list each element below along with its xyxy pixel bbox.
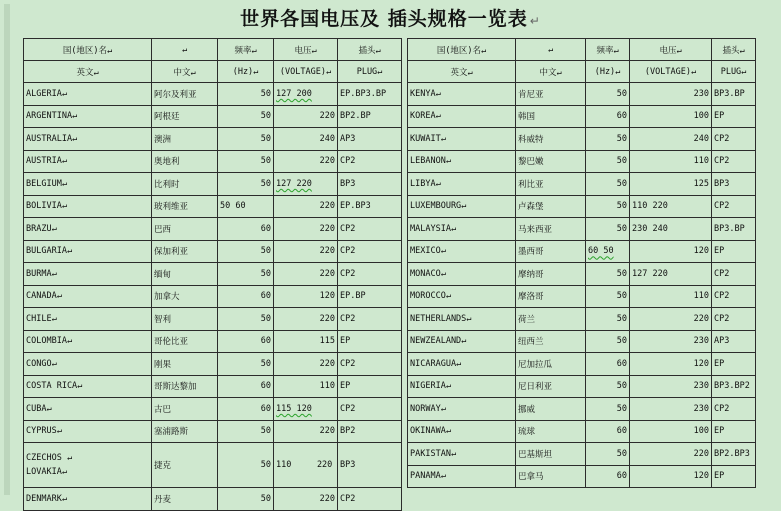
header-cell: (Hz)↵ — [218, 61, 274, 83]
country-en: MALAYSIA↵ — [408, 218, 516, 241]
table-row — [408, 420, 756, 443]
plug-type: CP2 — [338, 308, 402, 331]
plug-type: EP — [712, 353, 756, 376]
table-row — [24, 218, 402, 241]
country-en: NORWAY↵ — [408, 398, 516, 421]
country-cn: 利比亚 — [516, 173, 586, 196]
country-cn: 纽西兰 — [516, 330, 586, 353]
voltage: 100 — [630, 105, 712, 128]
plug-type: CP2 — [712, 128, 756, 151]
frequency: 60 — [218, 218, 274, 241]
voltage: 220 — [630, 308, 712, 331]
plug-type: BP3 — [338, 173, 402, 196]
plug-type: EP — [712, 240, 756, 263]
country-cn: 卢森堡 — [516, 195, 586, 218]
voltage: 100 — [630, 420, 712, 443]
frequency: 60 — [586, 465, 630, 488]
plug-type: CP2 — [338, 263, 402, 286]
plug-type: CP2 — [712, 308, 756, 331]
frequency: 50 — [218, 263, 274, 286]
country-en: NEWZEALAND↵ — [408, 330, 516, 353]
country-en: CYPRUS↵ — [24, 420, 152, 443]
frequency: 50 — [586, 375, 630, 398]
plug-type: CP2 — [712, 150, 756, 173]
table-row — [24, 398, 402, 421]
country-cn: 刚果 — [152, 353, 218, 376]
country-en: ARGENTINA↵ — [24, 105, 152, 128]
plug-type: BP3.BP — [712, 83, 756, 106]
table-row — [24, 83, 402, 106]
country-en: CHILE↵ — [24, 308, 152, 331]
table-row — [408, 465, 756, 488]
table-row — [24, 375, 402, 398]
frequency: 60 — [586, 353, 630, 376]
frequency: 50 — [218, 353, 274, 376]
table-row — [24, 128, 402, 151]
country-cn: 肯尼亚 — [516, 83, 586, 106]
country-en: BURMA↵ — [24, 263, 152, 286]
frequency: 50 — [586, 83, 630, 106]
voltage: 220 — [274, 150, 338, 173]
voltage: 230 — [630, 330, 712, 353]
plug-type: AP3 — [338, 128, 402, 151]
country-cn: 玻利维亚 — [152, 195, 218, 218]
frequency: 50 — [218, 443, 274, 488]
header-cell: 英文↵ — [408, 61, 516, 83]
header-cell: 英文↵ — [24, 61, 152, 83]
table-row — [24, 308, 402, 331]
frequency: 50 — [218, 240, 274, 263]
table-row — [24, 285, 402, 308]
country-cn: 巴西 — [152, 218, 218, 241]
country-en: NIGERIA↵ — [408, 375, 516, 398]
header-cell: 国(地区)名↵ — [24, 39, 152, 61]
table-row — [24, 105, 402, 128]
table-row — [408, 195, 756, 218]
country-cn: 尼加拉瓜 — [516, 353, 586, 376]
frequency: 50 — [218, 420, 274, 443]
frequency: 50 60 — [218, 195, 274, 218]
country-cn: 琉球 — [516, 420, 586, 443]
voltage: 220 — [274, 263, 338, 286]
voltage: 230 — [630, 375, 712, 398]
header-cell: 中文↵ — [516, 61, 586, 83]
header-cell: PLUG↵ — [338, 61, 402, 83]
header-row — [24, 61, 402, 83]
table-row — [24, 195, 402, 218]
table-row — [408, 240, 756, 263]
country-en: COLOMBIA↵ — [24, 330, 152, 353]
country-en: AUSTRALIA↵ — [24, 128, 152, 151]
plug-type: CP2 — [338, 240, 402, 263]
country-en: OKINAWA↵ — [408, 420, 516, 443]
table-row — [408, 218, 756, 241]
plug-type: BP3.BP2 — [712, 375, 756, 398]
plug-type: BP3.BP — [712, 218, 756, 241]
voltage: 220 — [274, 195, 338, 218]
frequency: 50 — [586, 128, 630, 151]
voltage: 220 — [630, 443, 712, 466]
country-cn: 保加利亚 — [152, 240, 218, 263]
voltage-table-right — [407, 38, 756, 488]
country-en: NICARAGUA↵ — [408, 353, 516, 376]
plug-type: CP2 — [338, 398, 402, 421]
page-edge-left — [4, 4, 10, 495]
plug-type: EP — [712, 465, 756, 488]
country-cn: 丹麦 — [152, 488, 218, 511]
table-row — [408, 105, 756, 128]
plug-type: CP2 — [338, 150, 402, 173]
header-cell: 插头↵ — [338, 39, 402, 61]
frequency: 50 — [586, 150, 630, 173]
country-cn: 古巴 — [152, 398, 218, 421]
plug-type: CP2 — [712, 398, 756, 421]
country-cn: 墨西哥 — [516, 240, 586, 263]
plug-type: CP2 — [338, 488, 402, 511]
voltage: 110 220 — [630, 195, 712, 218]
voltage: 125 — [630, 173, 712, 196]
header-cell: 电压↵ — [630, 39, 712, 61]
voltage: 230 — [630, 83, 712, 106]
country-cn: 比利时 — [152, 173, 218, 196]
plug-type: CP2 — [338, 218, 402, 241]
plug-type: CP2 — [338, 353, 402, 376]
country-cn: 阿根廷 — [152, 105, 218, 128]
voltage: 220 — [274, 218, 338, 241]
frequency: 60 — [218, 398, 274, 421]
country-en: CONGO↵ — [24, 353, 152, 376]
voltage: 230 — [630, 398, 712, 421]
table-row — [408, 443, 756, 466]
country-cn: 巴拿马 — [516, 465, 586, 488]
country-en: MONACO↵ — [408, 263, 516, 286]
table-row — [408, 398, 756, 421]
country-en: BULGARIA↵ — [24, 240, 152, 263]
table-row — [408, 353, 756, 376]
table-row — [24, 443, 402, 488]
header-cell: PLUG↵ — [712, 61, 756, 83]
country-en: MOROCCO↵ — [408, 285, 516, 308]
voltage: 127 220 — [274, 173, 338, 196]
voltage-table-left — [23, 38, 402, 511]
country-en: KOREA↵ — [408, 105, 516, 128]
plug-type: BP3 — [338, 443, 402, 488]
country-cn: 哥斯达黎加 — [152, 375, 218, 398]
voltage: 110 220 — [274, 443, 338, 488]
header-row — [408, 61, 756, 83]
frequency: 50 — [218, 105, 274, 128]
country-cn: 加拿大 — [152, 285, 218, 308]
country-en: LEBANON↵ — [408, 150, 516, 173]
plug-type: CP2 — [712, 285, 756, 308]
voltage: 230 240 — [630, 218, 712, 241]
plug-type: CP2 — [712, 263, 756, 286]
header-cell: 中文↵ — [152, 61, 218, 83]
voltage: 115 — [274, 330, 338, 353]
voltage: 220 — [274, 488, 338, 511]
country-cn: 澳洲 — [152, 128, 218, 151]
country-cn: 智利 — [152, 308, 218, 331]
country-en: BRAZU↵ — [24, 218, 152, 241]
frequency: 60 — [218, 330, 274, 353]
title-text: 世界各国电压及 插头规格一览表 — [240, 8, 528, 30]
voltage: 120 — [630, 353, 712, 376]
country-en: CUBA↵ — [24, 398, 152, 421]
plug-type: EP.BP3 — [338, 195, 402, 218]
voltage: 120 — [630, 240, 712, 263]
table-row — [408, 263, 756, 286]
country-cn: 奥地利 — [152, 150, 218, 173]
header-cell: ↵ — [516, 39, 586, 61]
voltage: 240 — [630, 128, 712, 151]
plug-type: BP3 — [712, 173, 756, 196]
table-row — [408, 173, 756, 196]
frequency: 50 — [218, 308, 274, 331]
country-cn: 阿尔及利亚 — [152, 83, 218, 106]
country-cn: 摩洛哥 — [516, 285, 586, 308]
header-row — [408, 39, 756, 61]
frequency: 50 — [586, 285, 630, 308]
table-row — [24, 353, 402, 376]
voltage: 115 120 — [274, 398, 338, 421]
frequency: 50 — [218, 128, 274, 151]
plug-type: AP3 — [712, 330, 756, 353]
frequency: 50 — [218, 83, 274, 106]
voltage: 220 — [274, 105, 338, 128]
table-row — [408, 375, 756, 398]
header-cell: 国(地区)名↵ — [408, 39, 516, 61]
plug-type: CP2 — [712, 195, 756, 218]
country-cn: 科威特 — [516, 128, 586, 151]
header-cell: 电压↵ — [274, 39, 338, 61]
country-en: PANAMA↵ — [408, 465, 516, 488]
voltage: 220 — [274, 308, 338, 331]
country-cn: 黎巴嫩 — [516, 150, 586, 173]
frequency: 50 — [586, 330, 630, 353]
frequency: 60 — [586, 105, 630, 128]
frequency: 60 — [218, 285, 274, 308]
plug-type: EP — [712, 105, 756, 128]
voltage: 120 — [630, 465, 712, 488]
voltage: 127 200 — [274, 83, 338, 106]
country-cn: 挪威 — [516, 398, 586, 421]
frequency: 50 — [586, 195, 630, 218]
voltage: 110 — [630, 150, 712, 173]
country-en: PAKISTAN↵ — [408, 443, 516, 466]
country-cn: 塞浦路斯 — [152, 420, 218, 443]
frequency: 50 — [586, 308, 630, 331]
table-row — [408, 308, 756, 331]
country-en: BELGIUM↵ — [24, 173, 152, 196]
header-cell: 频率↵ — [218, 39, 274, 61]
plug-type: EP — [712, 420, 756, 443]
table-row — [24, 330, 402, 353]
page-title — [0, 4, 781, 34]
country-en: DENMARK↵ — [24, 488, 152, 511]
table-row — [24, 173, 402, 196]
frequency: 50 — [586, 218, 630, 241]
country-cn: 韩国 — [516, 105, 586, 128]
country-cn: 马来西亚 — [516, 218, 586, 241]
paragraph-mark: ↵ — [529, 14, 541, 28]
country-en: NETHERLANDS↵ — [408, 308, 516, 331]
frequency: 50 — [218, 488, 274, 511]
country-cn: 巴基斯坦 — [516, 443, 586, 466]
voltage: 110 — [274, 375, 338, 398]
plug-type: EP — [338, 330, 402, 353]
table-row — [408, 150, 756, 173]
country-en: KENYA↵ — [408, 83, 516, 106]
table-row — [24, 150, 402, 173]
plug-type: BP2.BP3 — [712, 443, 756, 466]
frequency: 60 50 — [586, 240, 630, 263]
frequency: 50 — [218, 150, 274, 173]
country-cn: 哥伦比亚 — [152, 330, 218, 353]
voltage: 127 220 — [630, 263, 712, 286]
country-en: CZECHOS ↵ LOVAKIA↵ — [24, 443, 152, 488]
voltage: 220 — [274, 353, 338, 376]
header-cell: ↵ — [152, 39, 218, 61]
frequency: 60 — [586, 420, 630, 443]
country-en: ALGERIA↵ — [24, 83, 152, 106]
plug-type: BP2 — [338, 420, 402, 443]
country-cn: 摩纳哥 — [516, 263, 586, 286]
voltage: 220 — [274, 420, 338, 443]
country-en: MEXICO↵ — [408, 240, 516, 263]
voltage: 240 — [274, 128, 338, 151]
header-cell: (Hz)↵ — [586, 61, 630, 83]
country-en: AUSTRIA↵ — [24, 150, 152, 173]
table-row — [408, 128, 756, 151]
table-row — [24, 420, 402, 443]
header-cell: 频率↵ — [586, 39, 630, 61]
country-en: LIBYA↵ — [408, 173, 516, 196]
country-en: KUWAIT↵ — [408, 128, 516, 151]
table-row — [408, 285, 756, 308]
voltage: 110 — [630, 285, 712, 308]
table-row — [408, 83, 756, 106]
country-cn: 荷兰 — [516, 308, 586, 331]
plug-type: EP.BP3.BP — [338, 83, 402, 106]
plug-type: BP2.BP — [338, 105, 402, 128]
frequency: 50 — [586, 398, 630, 421]
country-en: CANADA↵ — [24, 285, 152, 308]
country-cn: 缅甸 — [152, 263, 218, 286]
plug-type: EP — [338, 375, 402, 398]
header-cell: 插头↵ — [712, 39, 756, 61]
country-en: COSTA RICA↵ — [24, 375, 152, 398]
frequency: 50 — [586, 263, 630, 286]
country-en: LUXEMBOURG↵ — [408, 195, 516, 218]
table-row — [408, 330, 756, 353]
header-row — [24, 39, 402, 61]
frequency: 50 — [586, 173, 630, 196]
plug-type: EP.BP — [338, 285, 402, 308]
header-cell: (VOLTAGE)↵ — [274, 61, 338, 83]
table-row — [24, 240, 402, 263]
table-row — [24, 263, 402, 286]
country-cn: 捷克 — [152, 443, 218, 488]
frequency: 60 — [218, 375, 274, 398]
voltage: 120 — [274, 285, 338, 308]
header-cell: (VOLTAGE)↵ — [630, 61, 712, 83]
frequency: 50 — [218, 173, 274, 196]
country-cn: 尼日利亚 — [516, 375, 586, 398]
frequency: 50 — [586, 443, 630, 466]
voltage: 220 — [274, 240, 338, 263]
country-en: BOLIVIA↵ — [24, 195, 152, 218]
